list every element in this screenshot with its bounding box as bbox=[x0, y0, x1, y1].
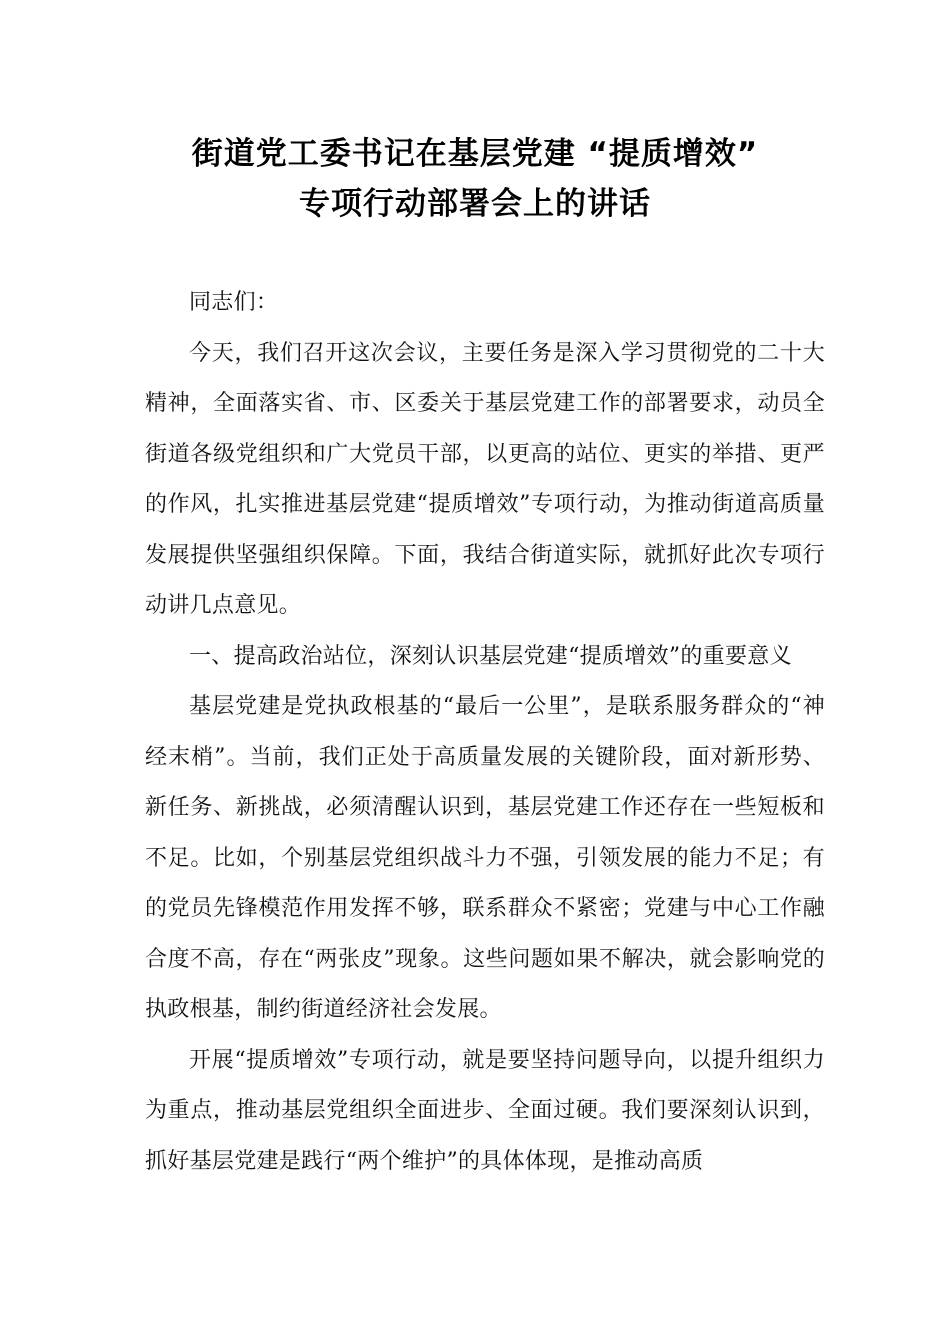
paragraph-problems: 基层党建是党执政根基的“最后一公里”，是联系服务群众的“神经末梢”。当前，我们正处于高质量发展的关键阶段，面对新形势、新任务、新挑战，必须清醒认识到，基层党建工作还存在一些短板和不足。比如，个别基层党组织战斗力不强，引领发展的能力不足；有的党员先锋模范作用发挥不够，联系群众不紧密；党建与中心工作融合度不高，存在“两张皮”现象。这些问题如果不解决，就会影响党的执政根基，制约街道经济社会发展。 bbox=[145, 694, 825, 1022]
paragraph-opening: 今天，我们召开这次会议，主要任务是深入学习贯彻党的二十大精神，全面落实省、市、区委关于基层党建工作的部署要求，动员全街道各级党组织和广大党员干部，以更高的站位、更实的举措、更严的作风，扎实推进基层党建“提质增效”专项行动，为推动街道高质量发展提供坚强组织保障。下面，我结合街道实际，就抓好此次专项行动讲几点意见。 bbox=[145, 340, 825, 618]
document-body bbox=[145, 278, 825, 1187]
document-title-line-2: 专项行动部署会上的讲话 bbox=[299, 186, 651, 222]
section-heading-1: 一、提高政治站位，深刻认识基层党建“提质增效”的重要意义 bbox=[189, 643, 792, 669]
greeting: 同志们： bbox=[189, 290, 279, 315]
paragraph-action: 开展“提质增效”专项行动，就是要坚持问题导向，以提升组织力为重点，推动基层党组织全面进步、全面过硬。我们要深刻认识到，抓好基层党建是践行“两个维护”的具体体现，是推动高质 bbox=[145, 1047, 825, 1174]
document-title-line-1: 街道党工委书记在基层党建 “提质增效” bbox=[191, 136, 759, 172]
